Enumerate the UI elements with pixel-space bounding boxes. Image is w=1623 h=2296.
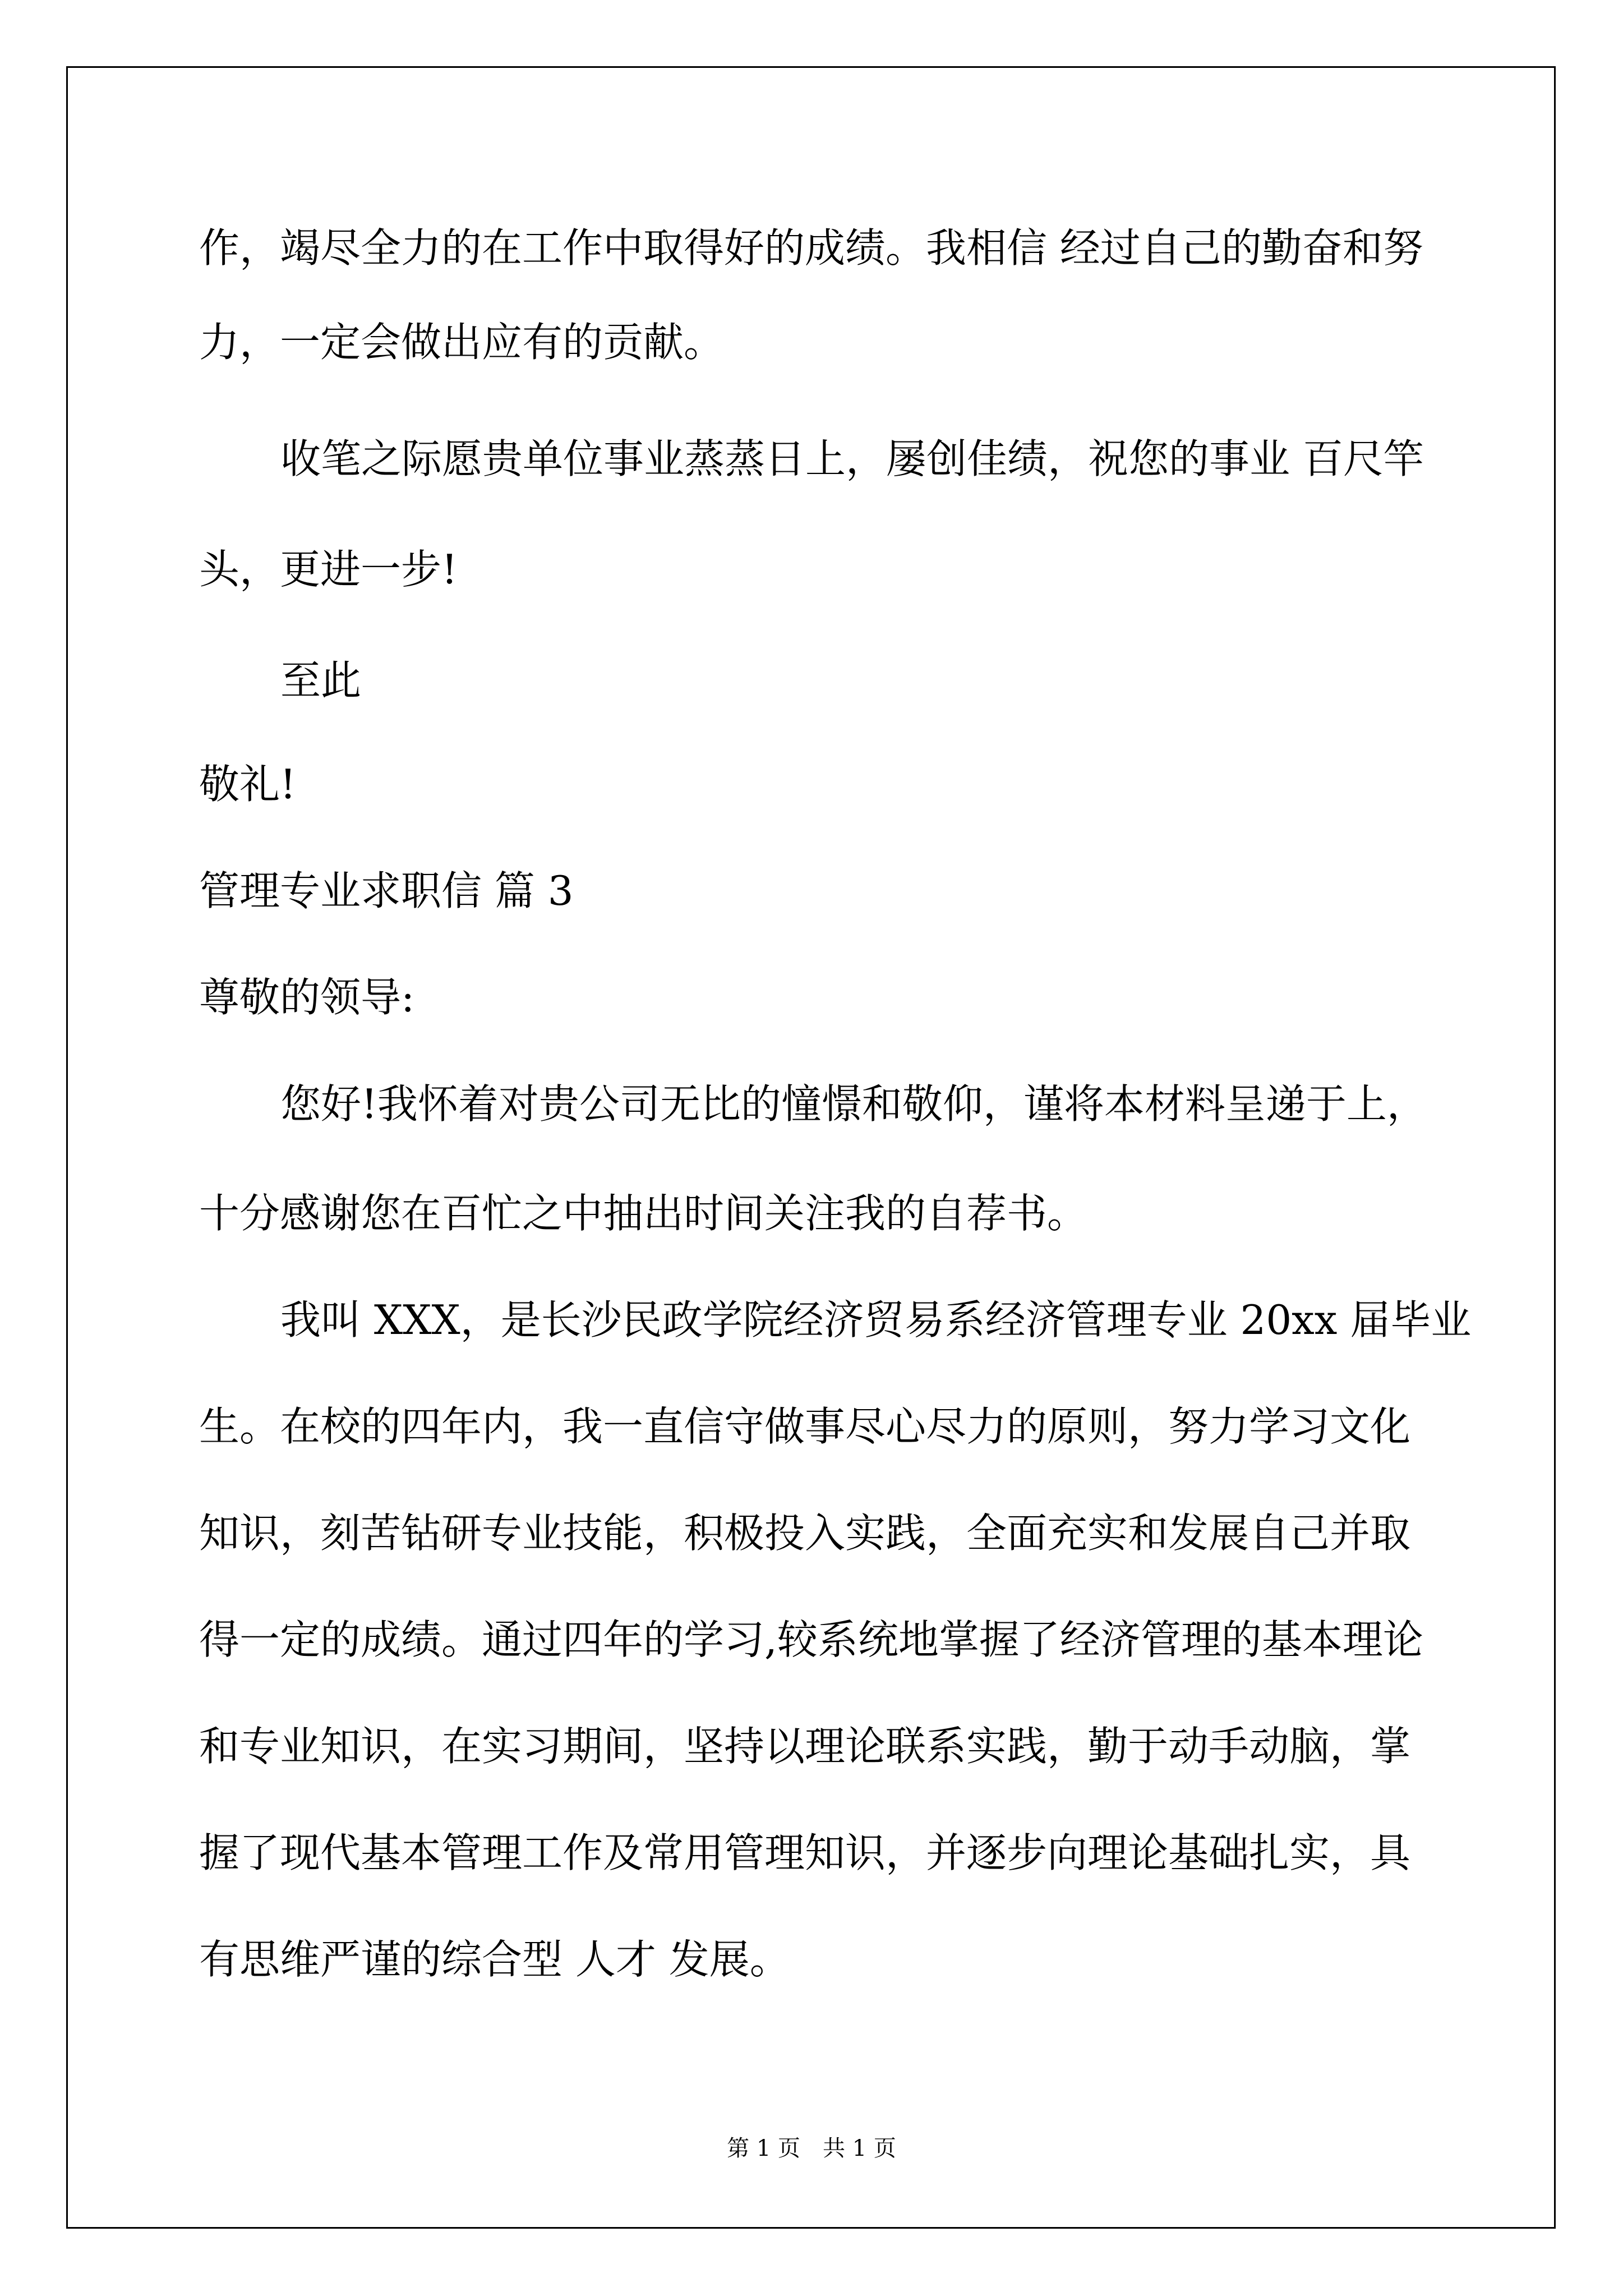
- text-line: 和专业知识，在实习期间，坚持以理论联系实践，勤于动手动脑，掌: [199, 1723, 1411, 1770]
- greeting: 尊敬的领导:: [199, 974, 415, 1021]
- text-line: 我叫 XXX，是长沙民政学院经济贸易系经济管理专业 20xx 届毕业: [280, 1296, 1472, 1343]
- page-number: 第 1 页: [727, 2136, 800, 2161]
- text-line: 头，更进一步!: [199, 546, 458, 593]
- text-line: 力，一定会做出应有的贡献。: [199, 319, 725, 366]
- text-line: 握了现代基本管理工作及常用管理知识，并逐步向理论基础扎实，具: [199, 1829, 1411, 1876]
- text-line: 知识，刻苦钻研专业技能，积极投入实践，全面充实和发展自己并取: [199, 1510, 1411, 1557]
- text-line: 有思维严谨的综合型 人才 发展。: [199, 1936, 790, 1983]
- text-line: 您好!我怀着对贵公司无比的憧憬和敬仰，谨将本材料呈递于上，: [280, 1080, 1427, 1128]
- text-line: 收笔之际愿贵单位事业蒸蒸日上，屡创佳绩，祝您的事业 百尺竿: [280, 435, 1424, 482]
- text-line: 作，竭尽全力的在工作中取得好的成绩。我相信 经过自己的勤奋和努: [199, 224, 1423, 272]
- text-line: 十分感谢您在百忙之中抽出时间关注我的自荐书。: [199, 1190, 1088, 1237]
- page-border: [66, 66, 1556, 2229]
- text-line: 得一定的成绩。通过四年的学习,较系统地掌握了经济管理的基本理论: [199, 1616, 1423, 1663]
- closing-phrase: 至此: [280, 657, 362, 704]
- section-heading: 管理专业求职信 篇 3: [199, 867, 574, 914]
- text-line: 生。在校的四年内，我一直信守做事尽心尽力的原则，努力学习文化: [199, 1403, 1411, 1450]
- page-total: 共 1 页: [823, 2136, 896, 2161]
- salutation-closing: 敬礼!: [199, 761, 296, 808]
- page-footer: [0, 2134, 1623, 2162]
